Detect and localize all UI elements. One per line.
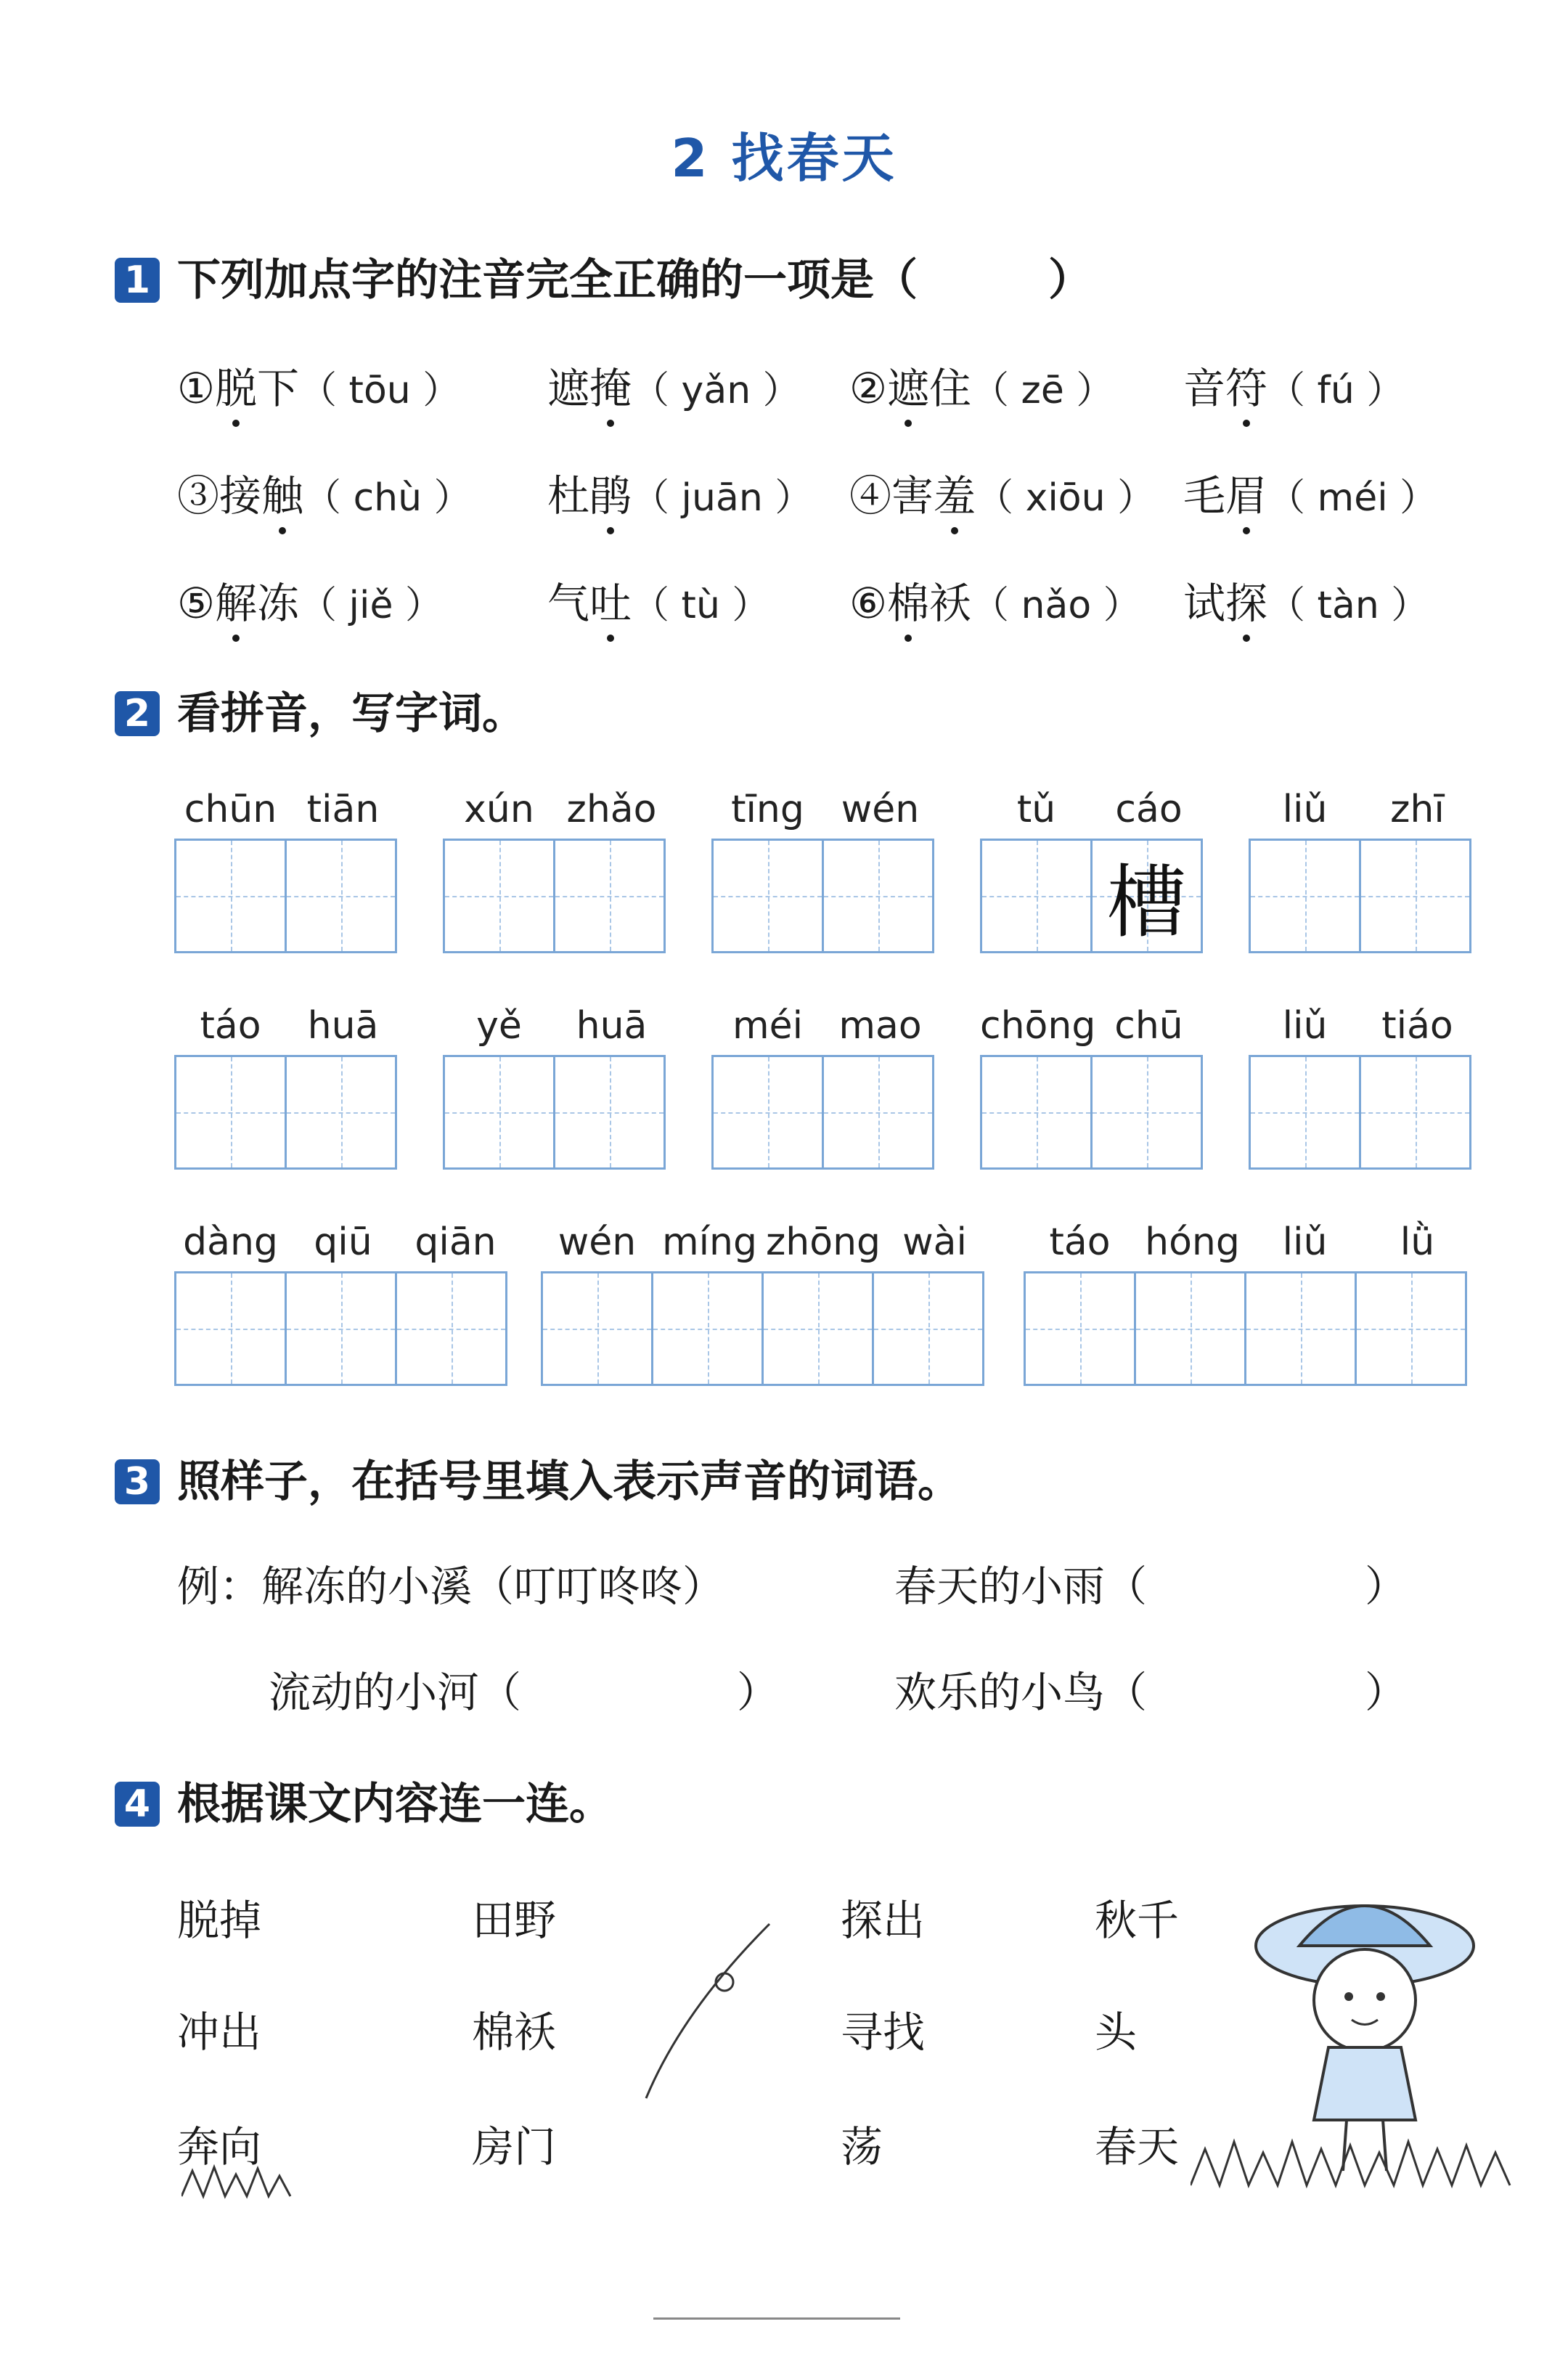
writing-cell[interactable]: [397, 1273, 507, 1384]
pinyin-syllable: méi: [732, 1004, 804, 1048]
pinyin-syllable: qiān: [415, 1220, 497, 1264]
match-word-col2[interactable]: 房门: [472, 2122, 557, 2172]
writing-cell[interactable]: [982, 841, 1093, 951]
pinyin-syllable: wén: [558, 1220, 637, 1264]
pinyin-group: [1249, 1004, 1474, 1048]
writing-cell[interactable]: [176, 1057, 287, 1167]
pinyin-syllable: liǔ: [1282, 1004, 1328, 1048]
writing-cell[interactable]: [1251, 1057, 1361, 1167]
writing-cell[interactable]: [287, 1057, 397, 1167]
pinyin-syllable: qiū: [314, 1220, 372, 1264]
pinyin-syllable: chūn: [184, 788, 277, 831]
writing-cell[interactable]: [176, 841, 287, 951]
pinyin-syllable: táo: [200, 1004, 261, 1048]
writing-cell[interactable]: [824, 841, 934, 951]
option-2-word-a: ②遮住（ zē ）: [849, 364, 1114, 413]
pinyin-group: [1249, 788, 1474, 831]
writing-cell[interactable]: [874, 1273, 984, 1384]
writing-grid: [174, 1055, 397, 1170]
pinyin-group: [174, 1004, 399, 1048]
pinyin-group: [443, 788, 668, 831]
writing-cell[interactable]: [653, 1273, 764, 1384]
option-6-word-b: 试探（ tàn ）: [1183, 579, 1429, 628]
pinyin-syllable: hóng: [1145, 1220, 1240, 1264]
writing-grid: [174, 1271, 507, 1386]
pinyin-syllable: tīng: [731, 788, 804, 831]
pinyin-syllable: chōng: [980, 1004, 1096, 1048]
option-3-word-b: 杜鹃（ juān ）: [547, 471, 813, 521]
match-word-col2[interactable]: 田野: [472, 1896, 557, 1945]
writing-cell[interactable]: [1361, 841, 1471, 951]
option-1-word-a: ①脱下（ tōu ）: [177, 364, 461, 413]
bracket-close: ）: [737, 1668, 780, 1717]
pinyin-group: [711, 1004, 936, 1048]
match-word-col1[interactable]: 奔向: [177, 2122, 262, 2172]
writing-cell[interactable]: [824, 1057, 934, 1167]
pinyin-syllable: táo: [1049, 1220, 1111, 1264]
writing-cell[interactable]: [287, 841, 397, 951]
pinyin-syllable: míng: [661, 1220, 758, 1264]
bracket-close: ）: [1365, 1562, 1408, 1611]
option-5-word-a: ⑤解冻（ jiě ）: [177, 579, 443, 628]
writing-grid: [980, 839, 1203, 953]
fill-item-river: 流动的小河（: [269, 1668, 522, 1717]
match-word-col4[interactable]: 春天: [1095, 2122, 1180, 2172]
question-4-number: 4: [115, 1782, 160, 1827]
match-word-col1[interactable]: 冲出: [177, 2007, 262, 2057]
writing-cell[interactable]: [1093, 841, 1203, 951]
pinyin-syllable: wén: [841, 788, 920, 831]
pinyin-syllable: chū: [1114, 1004, 1183, 1048]
match-word-col4[interactable]: 秋千: [1095, 1896, 1180, 1945]
option-4-word-a: ④害羞（ xiōu ）: [849, 471, 1156, 521]
writing-cell[interactable]: [287, 1273, 397, 1384]
pinyin-syllable: dàng: [183, 1220, 278, 1264]
writing-grid: [1024, 1271, 1467, 1386]
pinyin-group: [980, 788, 1205, 831]
writing-grid: [980, 1055, 1203, 1170]
written-character: 槽: [1106, 856, 1187, 949]
question-1-number: 1: [115, 258, 160, 303]
pinyin-syllable: huā: [576, 1004, 648, 1048]
pinyin-syllable: tiān: [306, 788, 380, 831]
kite-string-illustration: [639, 1917, 784, 2105]
writing-grid: [443, 1055, 666, 1170]
girl-illustration: [1191, 1880, 1524, 2200]
writing-grid: [174, 839, 397, 953]
pinyin-syllable: zhǎo: [566, 788, 657, 831]
question-1-prompt: 下列加点字的注音完全正确的一项是（ ）: [177, 255, 1092, 306]
pinyin-syllable: cáo: [1115, 788, 1183, 831]
question-2-prompt: 看拼音，写字词。: [177, 688, 526, 739]
question-4-prompt: 根据课文内容连一连。: [177, 1779, 613, 1830]
match-word-col3[interactable]: 荡: [841, 2122, 883, 2172]
pinyin-group: [711, 788, 936, 831]
pinyin-group: [1024, 1220, 1474, 1264]
pinyin-group: [174, 1220, 512, 1264]
pinyin-syllable: liǔ: [1282, 788, 1328, 831]
option-2-word-b: 音符（ fú ）: [1183, 364, 1405, 413]
pinyin-syllable: tǔ: [1016, 788, 1056, 831]
grass-sketch: [181, 2160, 312, 2203]
writing-grid: [443, 839, 666, 953]
writing-cell[interactable]: [764, 1273, 874, 1384]
match-word-col3[interactable]: 寻找: [841, 2007, 926, 2057]
pinyin-syllable: yě: [476, 1004, 522, 1048]
example-answer: 例：解冻的小溪（叮叮咚咚）: [177, 1562, 725, 1611]
writing-cell[interactable]: [714, 841, 824, 951]
match-word-col1[interactable]: 脱掉: [177, 1896, 262, 1945]
writing-cell[interactable]: [1251, 841, 1361, 951]
writing-cell[interactable]: [714, 1057, 824, 1167]
writing-cell[interactable]: [543, 1273, 653, 1384]
writing-grid: [711, 1055, 934, 1170]
writing-cell[interactable]: [1093, 1057, 1203, 1167]
question-3-number: 3: [115, 1459, 160, 1504]
page-title: 2 找春天: [671, 128, 897, 189]
pinyin-group: [174, 788, 399, 831]
writing-cell[interactable]: [1136, 1273, 1246, 1384]
question-2-number: 2: [115, 691, 160, 736]
writing-cell[interactable]: [1246, 1273, 1357, 1384]
writing-cell[interactable]: [982, 1057, 1093, 1167]
writing-cell[interactable]: [1361, 1057, 1471, 1167]
fill-item-spring-rain: 春天的小雨（: [894, 1562, 1148, 1611]
match-word-col4[interactable]: 头: [1095, 2007, 1138, 2057]
pinyin-syllable: xún: [464, 788, 534, 831]
pinyin-syllable: zhī: [1390, 788, 1445, 831]
pinyin-syllable: mao: [838, 1004, 922, 1048]
writing-grid: [1249, 839, 1471, 953]
writing-cell[interactable]: [1357, 1273, 1467, 1384]
bracket-close: ）: [1365, 1668, 1408, 1717]
pinyin-syllable: huā: [307, 1004, 379, 1048]
writing-grid: [541, 1271, 984, 1386]
pinyin-syllable: liǔ: [1282, 1220, 1328, 1264]
pinyin-group: [541, 1220, 991, 1264]
writing-grid: [711, 839, 934, 953]
pinyin-syllable: tiáo: [1381, 1004, 1453, 1048]
match-word-col2[interactable]: 棉袄: [472, 2007, 557, 2057]
writing-cell[interactable]: [445, 841, 555, 951]
footer-rule: [653, 2317, 900, 2320]
pinyin-syllable: zhōng: [766, 1220, 881, 1264]
writing-cell[interactable]: [555, 1057, 666, 1167]
writing-cell[interactable]: [1026, 1273, 1136, 1384]
option-6-word-a: ⑥棉袄（ nǎo ）: [849, 579, 1141, 628]
writing-cell[interactable]: [176, 1273, 287, 1384]
pinyin-group: [443, 1004, 668, 1048]
writing-grid: [1249, 1055, 1471, 1170]
match-word-col3[interactable]: 探出: [841, 1896, 926, 1945]
option-1-word-b: 遮掩（ yǎn ）: [547, 364, 801, 413]
writing-cell[interactable]: [555, 841, 666, 951]
option-4-word-b: 毛眉（ méi ）: [1183, 471, 1438, 521]
pinyin-syllable: lǜ: [1400, 1220, 1435, 1264]
option-5-word-b: 气吐（ tù ）: [547, 579, 770, 628]
writing-cell[interactable]: [445, 1057, 555, 1167]
pinyin-group: [980, 1004, 1205, 1048]
pinyin-syllable: wài: [902, 1220, 967, 1264]
question-3-prompt: 照样子，在括号里填入表示声音的词语。: [177, 1456, 961, 1507]
fill-item-bird: 欢乐的小鸟（: [894, 1668, 1148, 1717]
option-3-word-a: ③接触（ chù ）: [177, 471, 472, 521]
